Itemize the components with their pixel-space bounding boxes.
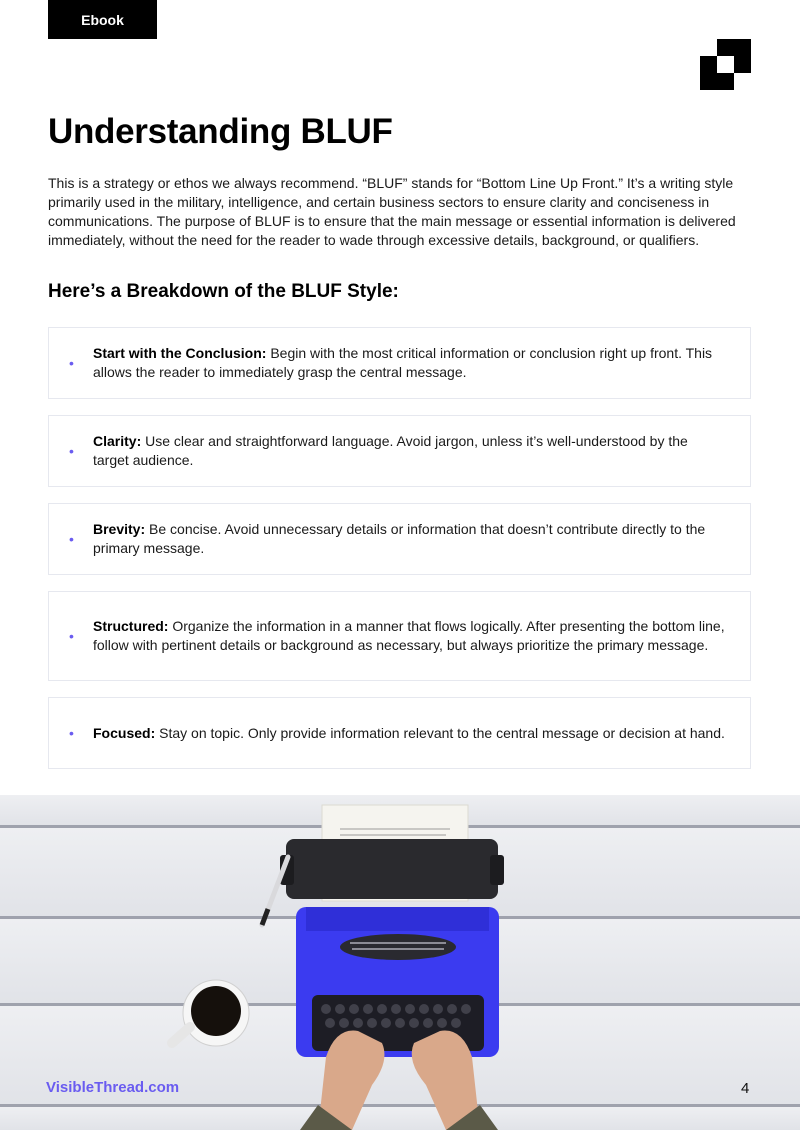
ebook-tag <box>48 0 157 39</box>
list-item <box>48 415 751 487</box>
ebook-tag-label: Ebook <box>81 11 124 28</box>
section-heading: Here’s a Breakdown of the BLUF Style: <box>48 281 399 302</box>
item-text: Be concise. Avoid unnecessary details or information that doesn’t contribute directly to the primary message. <box>93 521 706 556</box>
item-term: Start with the Conclusion: <box>93 345 267 361</box>
intro-paragraph: This is a strategy or ethos we always recommend. “BLUF” stands for “Bottom Line Up Front.” It’s a writing style primarily used in the military, intelligence, and certain business sectors to ensure clarity and conciseness in communications. The purpose of BLUF is to ensure that the main message or essential information is delivered immediately, without the need for the reader to wade through excessive details, background, or qualifiers. <box>48 175 736 248</box>
item-term: Structured: <box>93 618 169 634</box>
bullet-dot-icon: • <box>69 530 74 547</box>
item-term: Clarity: <box>93 433 142 449</box>
page-title: Understanding BLUF <box>48 112 393 151</box>
item-text: Organize the information in a manner that flows logically. After presenting the bottom line, follow with pertinent details or background as necessary, but always prioritize the primary message. <box>93 618 725 653</box>
list-item <box>48 591 751 681</box>
list-item <box>48 503 751 575</box>
list-item <box>48 327 751 399</box>
bullet-dot-icon: • <box>69 442 74 459</box>
item-term: Brevity: <box>93 521 146 537</box>
stepped-squares-logo-icon <box>700 39 751 90</box>
item-term: Focused: <box>93 724 156 741</box>
item-text: Stay on topic. Only provide information relevant to the central message or decision at hand. <box>159 724 725 741</box>
bullet-dot-icon: • <box>69 724 74 741</box>
bullet-dot-icon: • <box>69 627 74 644</box>
item-text: Begin with the most critical information or conclusion right up front. This allows the reader to immediately grasp the central message. <box>93 345 713 380</box>
list-item <box>48 697 751 769</box>
page-number: 4 <box>741 1080 750 1097</box>
footer-brand-link[interactable]: VisibleThread.com <box>46 1079 180 1096</box>
item-text: Use clear and straightforward language. Avoid jargon, unless it’s well-understood by the target audience. <box>93 433 688 468</box>
bullet-dot-icon: • <box>69 354 74 371</box>
